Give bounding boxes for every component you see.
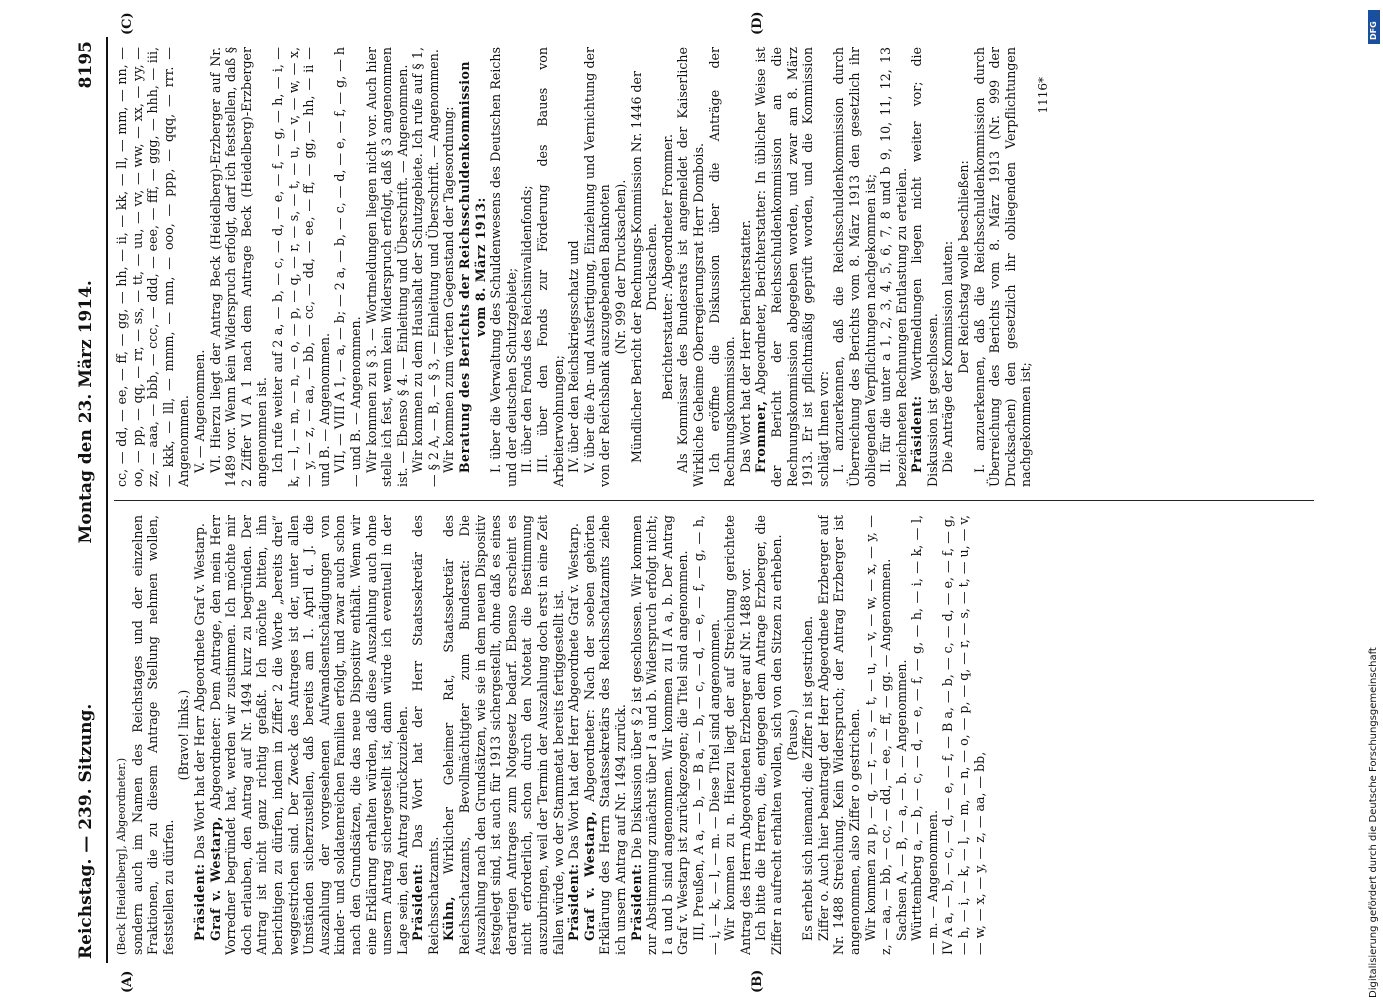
rotated-page-content bbox=[70, 11, 1338, 993]
paragraph: VI. Hierzu liegt der Antrag Beck (Heidelberg)-Erzberger auf Nr. 1489 vor. Wenn kein Widerspruch erfolgt, darf ich feststellen, daß § 2 Ziffer VI A 1 nach dem Antrage Beck (Heidelberg)-Erzberger angenommen ist. bbox=[207, 47, 270, 487]
paragraph: Es erhebt sich niemand; die Ziffer n ist gestrichen. bbox=[800, 615, 816, 941]
interjection: (Pause.) bbox=[784, 709, 800, 761]
paragraph: sondern auch im Namen des Reichstages und der einzelnen Fraktionen, die zu diesem Antrage Stellung nehmen wollen, feststellen zu dürfen. bbox=[129, 515, 176, 955]
paragraph: Wir kommen zu n. Hierzu liegt der auf Streichung gerichtete Antrag des Herrn Abgeordneten Erzberger auf Nr. 1488 vor. bbox=[722, 515, 753, 955]
agenda-item: IV. über den Reichskriegsschatz und bbox=[566, 240, 582, 473]
interjection: (Bravo! links.) bbox=[176, 689, 192, 781]
paragraph: Präsident: Das Wort hat der Herr Abgeordnete Graf v. Westarp. bbox=[191, 523, 207, 941]
paragraph: VII, — VIII A 1, — a, — b; — 2 a, — b, — c, — d, — e, — f, — g, — h — und B. — Angenommen. bbox=[332, 47, 363, 487]
paragraph: Der Reichstag wolle beschließen: bbox=[956, 160, 972, 374]
paragraph: Präsident: Wortmeldungen liegen nicht weiter vor; die Diskussion ist geschlossen. bbox=[909, 47, 940, 487]
header-date: Montag den 23. März 1914. bbox=[76, 280, 96, 544]
paragraph: Ich eröffne die Diskussion über die Anträge der Rechnungskommission. bbox=[706, 47, 738, 487]
paragraph: Württemberg a, — b, — c, — d, — e, — f, — g, — h, — i, — k, — l, — m. — Angenommen. bbox=[909, 515, 940, 955]
paragraph: Präsident: Die Diskussion über § 2 ist geschlossen. Wir kommen zur Abstimmung zunächst über I a und b. Widerspruch erfolgt nicht; I a und b sind angenommen. Wir kommen zu II A a, b. Der Antrag Graf v. Westarp ist zurückgezogen; die Titel sind angenommen. bbox=[628, 515, 691, 955]
agenda-item: V. über die An- und Ausfertigung, Einziehung und Vernichtung der von der Reichsbank auszugebenden Banknoten bbox=[581, 47, 613, 487]
paragraph: Als Kommissar des Bundesrats ist angemeldet der Kaiserliche Wirkliche Geheime Oberregierungsrat Herr Dombois. bbox=[675, 47, 706, 487]
paragraph: Wir kommen zu dem Haushalt der Schutzgebiete. Ich rufe auf § 1, — § 2 A, — B, — § 3, — Einleitung und Überschrift. — Angenommen. bbox=[410, 47, 441, 487]
digitization-credit bbox=[1348, 8, 1378, 998]
paragraph: Präsident: Das Wort hat der Herr Abgeordnete Graf v. Westarp. bbox=[566, 523, 582, 941]
header-left: Reichstag. — 239. Sitzung. bbox=[76, 703, 96, 959]
paragraph: Mündlicher Bericht der Rechnungs-Kommission Nr. 1446 der Drucksachen. bbox=[628, 70, 660, 464]
signature-number: 1116* bbox=[1036, 77, 1051, 114]
agenda-item: I. über die Verwaltung des Schuldenwesens des Deutschen Reichs und der deutschen Schutzgebiete; bbox=[488, 47, 519, 487]
speaker-name: Präsident: bbox=[628, 863, 644, 941]
paragraph: Berichterstatter: Abgeordneter Frommer. bbox=[659, 133, 675, 401]
column-left bbox=[114, 515, 1329, 955]
speaker-name: Graf v. Westarp, bbox=[581, 810, 597, 941]
paragraph: Präsident: Das Wort hat der Herr Staatssekretär des Reichsschatzamts. bbox=[410, 515, 441, 955]
dfg-logo bbox=[1368, 10, 1380, 44]
motion-item: I. anzuerkennen, daß die Reichsschuldenkommission durch Überreichung des Berichts vom 8. März 1913 (Nr. 999 der Drucksachen) den gesetzlich ihr obliegenden Verpflichtungen nachgekommen ist; bbox=[971, 47, 1034, 487]
speaker-name: Präsident: bbox=[566, 863, 582, 941]
paragraph: V. — Angenommen. bbox=[191, 349, 207, 473]
speaker-name: Präsident: bbox=[410, 863, 426, 941]
dfg-logo-text: DFG bbox=[1369, 21, 1378, 40]
paragraph: Wir kommen zu § 3. — Wortmeldungen liegen nicht vor. Auch hier stelle ich fest, wenn kein Widerspruch erfolgt, daß § 3 angenommen ist. — Ebenso § 4. — Einleitung und Überschrift. — Angenommen. bbox=[363, 47, 410, 487]
motion-item: I. anzuerkennen, daß die Reichsschuldenkommission durch Überreichung des Berichts vom 8. März 1913 den gesetzlich ihr obliegenden Verpflichtungen nachgekommen ist; bbox=[831, 47, 878, 487]
page-header bbox=[70, 37, 106, 963]
paragraph: Die Anträge der Kommission lauten: bbox=[940, 240, 956, 473]
paragraph: cc, — dd, — ee, — ff, — gg, — hh, — ii, — kk, — ll, — mm, — nn, — oo, — pp, — qq, — rr, — ss, — tt, — uu, — vv, — ww, — xx, — yy, — zz, — aaa, — bbb, — ccc, — ddd, — eee, — fff, — ggg, — hhh, — iii, — kkk, — lll, — mmm, — nnn, — ooo, — ppp, — qqq, — rrr. — Angenommen. bbox=[114, 47, 192, 487]
running-speaker-note: (Beck [Heidelberg], Abgeordneter.) bbox=[115, 757, 128, 955]
credit-text: Digitalisierung gefördert durch die Deutsche Forschungsgemeinschaft bbox=[1368, 647, 1379, 998]
speaker-name: Frommer, bbox=[753, 400, 769, 473]
motion-item: II. für die unter a 1, 2, 3, 4, 5, 6, 7, 8 und b 9, 10, 11, 12, 13 bezeichneten Rechnungen Entlastung zu erteilen. bbox=[878, 47, 909, 487]
paragraph: Frommer, Abgeordneter, Berichterstatter: In üblicher Weise ist der Bericht der Reichsschuldenkommission an die Rechnungskommission abgegeben worden, und zwar am 8. März 1913. Er ist pflichtmäßig geprüft worden, und die Kommission schlägt Ihnen vor: bbox=[753, 47, 831, 487]
page-number: 8195 bbox=[76, 41, 96, 89]
column-separator bbox=[114, 500, 1314, 501]
paragraph: Ziffer o. Auch hier beantragt der Herr Abgeordnete Erzberger auf Nr. 1488 Streichung. Kein Widerspruch; der Antrag Erzberger ist angenommen, also Ziffer o gestrichen. bbox=[815, 515, 862, 955]
speaker-name: Kühn, bbox=[441, 895, 457, 941]
column-right bbox=[114, 47, 1329, 487]
paragraph: III, Preußen, A a, — b, — B a, — b, — c, — d, — e, — f, — g, — h, — i, — k, — l, — m. — Diese Titel sind angenommen. bbox=[690, 515, 722, 955]
paragraph: Wir kommen zum vierten Gegenstand der Tagesordnung: bbox=[441, 106, 457, 473]
paragraph: IV A a, — b, — c, — d, — e, — f, — B a, — b, — c, — d, — e, — f, — g, — h, — i, — k, — l, — m, — n, — o, — p, — q, — r, — s, — t, — u, — v, — w, — x, — y, — z, — aa, — bb, bbox=[940, 515, 987, 955]
speaker-name: Präsident: bbox=[909, 395, 925, 473]
margin-mark-b: (B) bbox=[750, 969, 765, 993]
paragraph: Das Wort hat der Herr Berichterstatter. bbox=[737, 219, 753, 473]
paragraph: Graf v. Westarp, Abgeordneter: Dem Antrage, den mein Herr Vorredner begründet hat, werden wir zustimmen. Ich möchte mir doch erlauben, den Antrag auf Nr. 1494 kurz zu begründen. Der Antrag ist nicht ganz richtig gefaßt. Ich möchte bitten, ihn berichtigen zu dürfen, indem in Ziffer 2 die Worte „bereits drei“ weggestrichen sind. Der Zweck des Antrages ist der, unter allen Umständen sicherzustellen, daß bereits am 1. April d. J. die Auszahlung der vorgesehenen Aufwandsentschädigungen von kinder- und soldatenreichen Familien erfolgt, und zwar auch schon nach den Grundsätzen, die das neue Dispositiv enthält. Wenn wir eine Erklärung erhalten würden, daß diese Auszahlung auch ohne unsern Antrag sichergestellt ist, dann würde ich eventuell in der Lage sein, den Antrag zurückzuziehen. bbox=[207, 515, 410, 955]
paragraph: Ich bitte die Herren, die, entgegen dem Antrage Erzberger, die Ziffer n aufrecht erhalten wollen, sich von den Sitzen zu erheben. bbox=[753, 515, 784, 955]
margin-mark-a: (A) bbox=[120, 970, 135, 993]
speaker-name: Präsident: bbox=[191, 863, 207, 941]
header-right bbox=[76, 41, 96, 543]
speaker-name: Graf v. Westarp, bbox=[207, 816, 223, 941]
paragraph: Graf v. Westarp, Abgeordneter: Nach der soeben gehörten Erklärung des Herrn Staatssekretärs des Reichsschatzamts ziehe ich unsern Antrag auf Nr. 1494 zurück. bbox=[581, 515, 628, 955]
agenda-heading: Beratung des Berichts der Reichsschuldenkommission vom 8. März 1913: bbox=[457, 60, 488, 474]
header-rule bbox=[106, 37, 108, 963]
paragraph: Wir kommen zu p, — q, — r, — s, — t, — u, — v, — w, — x, — y, — z, — aa, — bb, — cc, — dd, — ee, — ff, — gg. — Angenommen. bbox=[862, 515, 894, 955]
agenda-item: II. über den Fonds des Reichsinvalidenfonds; bbox=[519, 185, 535, 473]
margin-mark-d: (D) bbox=[750, 11, 765, 35]
paragraph: Ich rufe weiter auf 2 a, — b, — c, — d, — e, — f, — g, — h, — i, — k, — l, — m, — n, — o, — p, — q, — r, — s, — t, — u, — v, — w, — x, — y, — z, — aa, — bb, — cc, — dd, — ee, — ff, — gg, — hh, — ii — und B. — Angenommen. bbox=[269, 47, 332, 487]
paragraph: (Nr. 999 der Drucksachen). bbox=[613, 179, 628, 355]
margin-mark-c: (C) bbox=[120, 12, 135, 35]
paragraph: Kühn, Wirklicher Geheimer Rat, Staatssekretär des Reichsschatzamts, Bevollmächtigter zum Bundesrat: Die Auszahlung nach den Grundsätzen, wie sie in dem neuen Dispositiv festgelegt sind, ist auch für 1913 sichergestellt, ohne daß es eines derartigen Antrages zum Notgesetz bedarf. Ebenso erscheint es nicht erforderlich, schon durch den Notetat die Bestimmung auszubringen, weil der Termin der Auszahlung doch erst in eine Zeit fallen würde, wo der Stammetat bereits fertiggestellt ist. bbox=[441, 515, 566, 955]
agenda-item: III. über den Fonds zur Förderung des Baues von Arbeiterwohnungen; bbox=[535, 47, 566, 487]
paragraph: Sachsen A, — B, — a, — b. — Angenommen. bbox=[893, 659, 909, 941]
